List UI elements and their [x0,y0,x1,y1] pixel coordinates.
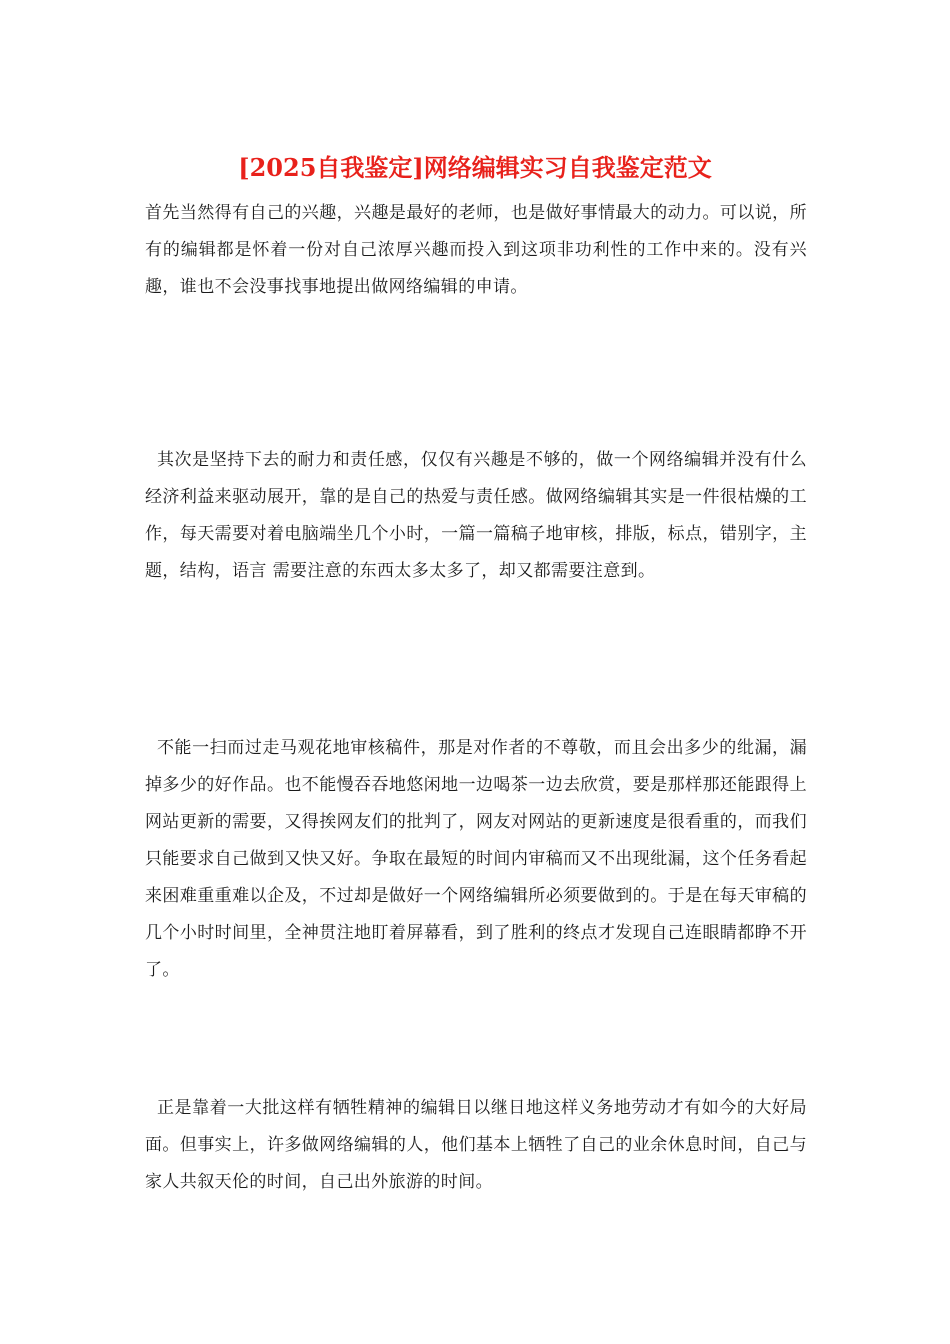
paragraph-sacrifice: 正是靠着一大批这样有牺牲精神的编辑日以继日地这样义务地劳动才有如今的大好局面。但事实上，许多做网络编辑的人，他们基本上牺牲了自己的业余休息时间，自己与家人共叙天伦的时间，自己出外旅游的时间。 [145,1098,807,1192]
document-title: [2025自我鉴定]网络编辑实习自我鉴定范文 [238,153,712,182]
paragraph-interest: 首先当然得有自己的兴趣，兴趣是最好的老师，也是做好事情最大的动力。可以说，所有的编辑都是怀着一份对自己浓厚兴趣而投入到这项非功利性的工作中来的。没有兴趣，谁也不会没事找事地提出做网络编辑的申请。 [145,203,807,297]
paragraph-review-quality: 不能一扫而过走马观花地审核稿件，那是对作者的不尊敬，而且会出多少的纰漏，漏掉多少的好作品。也不能慢吞吞地悠闲地一边喝茶一边去欣赏，要是那样那还能跟得上网站更新的需要，又得挨网友们的批判了，网友对网站的更新速度是很看重的，而我们只能要求自己做到又快又好。争取在最短的时间内审稿而又不出现纰漏，这个任务看起来困难重重难以企及，不过却是做好一个网络编辑所必须要做到的。于是在每天审稿的几个小时时间里，全神贯注地盯着屏幕看，到了胜利的终点才发现自己连眼睛都睁不开了。 [145,738,807,980]
paragraph-responsibility: 其次是坚持下去的耐力和责任感，仅仅有兴趣是不够的，做一个网络编辑并没有什么经济利益来驱动展开，靠的是自己的热爱与责任感。做网络编辑其实是一件很枯燥的工作，每天需要对着电脑端坐几个小时，一篇一篇稿子地审核，排版，标点，错别字，主题，结构，语言 需要注意的东西太多太多了，却又都需要注意到。 [145,450,807,581]
